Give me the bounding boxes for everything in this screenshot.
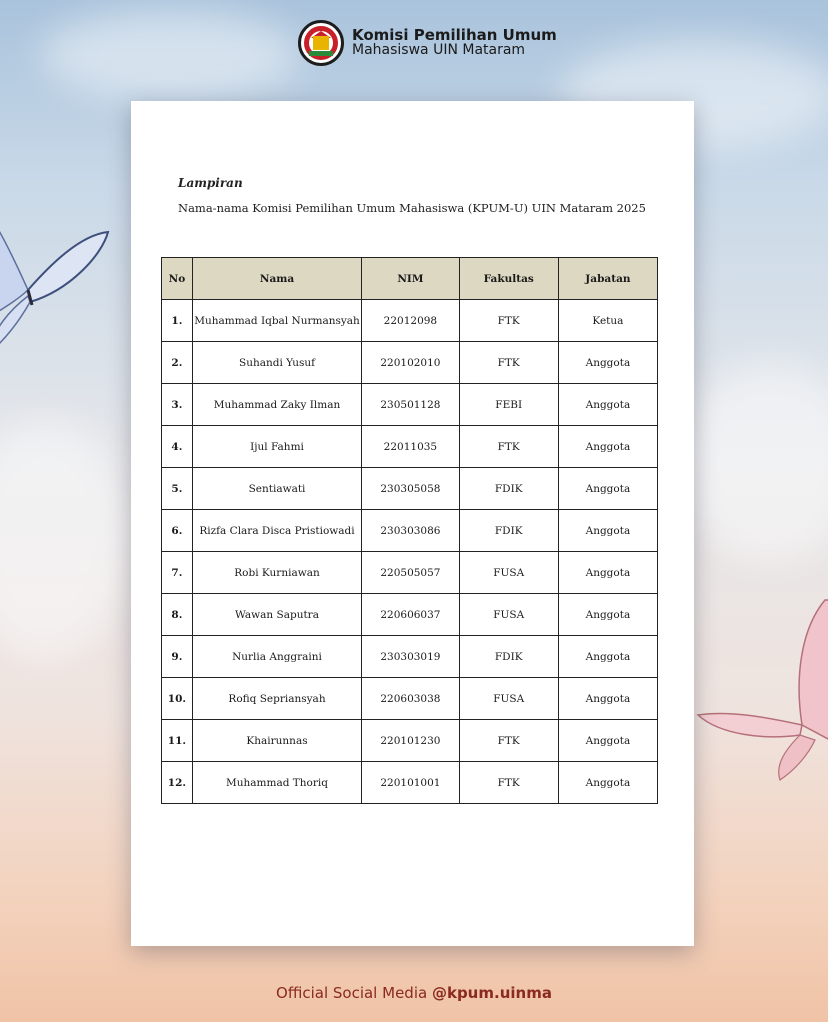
cell-fakultas: FTK: [459, 342, 558, 384]
cell-no: 2.: [162, 342, 193, 384]
cell-nama: Wawan Saputra: [192, 594, 361, 636]
cell-no: 9.: [162, 636, 193, 678]
butterfly-icon: [0, 210, 115, 360]
cell-jabatan: Anggota: [558, 552, 657, 594]
table-header-row: [162, 258, 658, 300]
header: [298, 16, 557, 70]
table-row: [162, 510, 658, 552]
cell-jabatan: Anggota: [558, 342, 657, 384]
table-row: [162, 594, 658, 636]
cell-nim: 220101001: [362, 762, 459, 804]
cell-nim: 220505057: [362, 552, 459, 594]
footer: [0, 984, 828, 1002]
table-row: [162, 426, 658, 468]
column-header-no: No: [162, 258, 193, 300]
document-heading: Lampiran: [178, 176, 243, 190]
cell-jabatan: Anggota: [558, 468, 657, 510]
cell-nim: 220603038: [362, 678, 459, 720]
cell-nama: Suhandi Yusuf: [192, 342, 361, 384]
cell-no: 12.: [162, 762, 193, 804]
table-row: [162, 678, 658, 720]
cell-no: 6.: [162, 510, 193, 552]
cell-fakultas: FDIK: [459, 468, 558, 510]
members-table: [161, 257, 658, 804]
column-header-jabatan: Jabatan: [558, 258, 657, 300]
table-row: [162, 384, 658, 426]
column-header-fakultas: Fakultas: [459, 258, 558, 300]
cell-nim: 230303019: [362, 636, 459, 678]
column-header-nama: Nama: [192, 258, 361, 300]
cell-nama: Rizfa Clara Disca Pristiowadi: [192, 510, 361, 552]
cell-jabatan: Anggota: [558, 678, 657, 720]
document-page: [131, 101, 694, 946]
cell-fakultas: FTK: [459, 762, 558, 804]
cell-nim: 230305058: [362, 468, 459, 510]
cell-jabatan: Ketua: [558, 300, 657, 342]
cell-nama: Sentiawati: [192, 468, 361, 510]
cell-fakultas: FUSA: [459, 594, 558, 636]
cell-fakultas: FTK: [459, 426, 558, 468]
cell-no: 5.: [162, 468, 193, 510]
cell-no: 7.: [162, 552, 193, 594]
cell-no: 8.: [162, 594, 193, 636]
cell-fakultas: FDIK: [459, 636, 558, 678]
cell-jabatan: Anggota: [558, 510, 657, 552]
cell-fakultas: FUSA: [459, 678, 558, 720]
document-title: Nama-nama Komisi Pemilihan Umum Mahasiswa (KPUM-U) UIN Mataram 2025: [178, 201, 646, 215]
cell-no: 10.: [162, 678, 193, 720]
cell-no: 3.: [162, 384, 193, 426]
table-row: [162, 720, 658, 762]
cell-nama: Rofiq Sepriansyah: [192, 678, 361, 720]
cell-fakultas: FDIK: [459, 510, 558, 552]
footer-prefix: Official Social Media: [276, 984, 428, 1002]
table-row: [162, 300, 658, 342]
org-title: Komisi Pemilihan Umum: [352, 26, 557, 44]
table-row: [162, 762, 658, 804]
cell-nama: Muhammad Zaky Ilman: [192, 384, 361, 426]
column-header-nim: NIM: [362, 258, 459, 300]
cell-no: 1.: [162, 300, 193, 342]
cell-nim: 220102010: [362, 342, 459, 384]
cell-nim: 22012098: [362, 300, 459, 342]
cell-nama: Nurlia Anggraini: [192, 636, 361, 678]
cell-nama: Ijul Fahmi: [192, 426, 361, 468]
cell-nim: 220101230: [362, 720, 459, 762]
cell-nim: 22011035: [362, 426, 459, 468]
cell-fakultas: FTK: [459, 300, 558, 342]
cell-nim: 230303086: [362, 510, 459, 552]
table-row: [162, 468, 658, 510]
cell-fakultas: FEBI: [459, 384, 558, 426]
cell-jabatan: Anggota: [558, 762, 657, 804]
org-subtitle: Mahasiswa UIN Mataram: [352, 42, 526, 58]
cell-nama: Muhammad Iqbal Nurmansyah: [192, 300, 361, 342]
cell-jabatan: Anggota: [558, 720, 657, 762]
table-row: [162, 636, 658, 678]
cell-jabatan: Anggota: [558, 636, 657, 678]
cell-nim: 220606037: [362, 594, 459, 636]
cell-jabatan: Anggota: [558, 384, 657, 426]
cell-no: 4.: [162, 426, 193, 468]
cell-jabatan: Anggota: [558, 594, 657, 636]
cell-nim: 230501128: [362, 384, 459, 426]
kpu-logo-icon: [298, 20, 344, 66]
cell-nama: Khairunnas: [192, 720, 361, 762]
header-text: [352, 28, 557, 58]
butterfly-icon: [690, 590, 828, 790]
cell-nama: Robi Kurniawan: [192, 552, 361, 594]
cell-no: 11.: [162, 720, 193, 762]
table-row: [162, 342, 658, 384]
cell-nama: Muhammad Thoriq: [192, 762, 361, 804]
table-row: [162, 552, 658, 594]
cell-jabatan: Anggota: [558, 426, 657, 468]
cell-fakultas: FUSA: [459, 552, 558, 594]
cell-fakultas: FTK: [459, 720, 558, 762]
social-handle: @kpum.uinma: [431, 984, 552, 1002]
